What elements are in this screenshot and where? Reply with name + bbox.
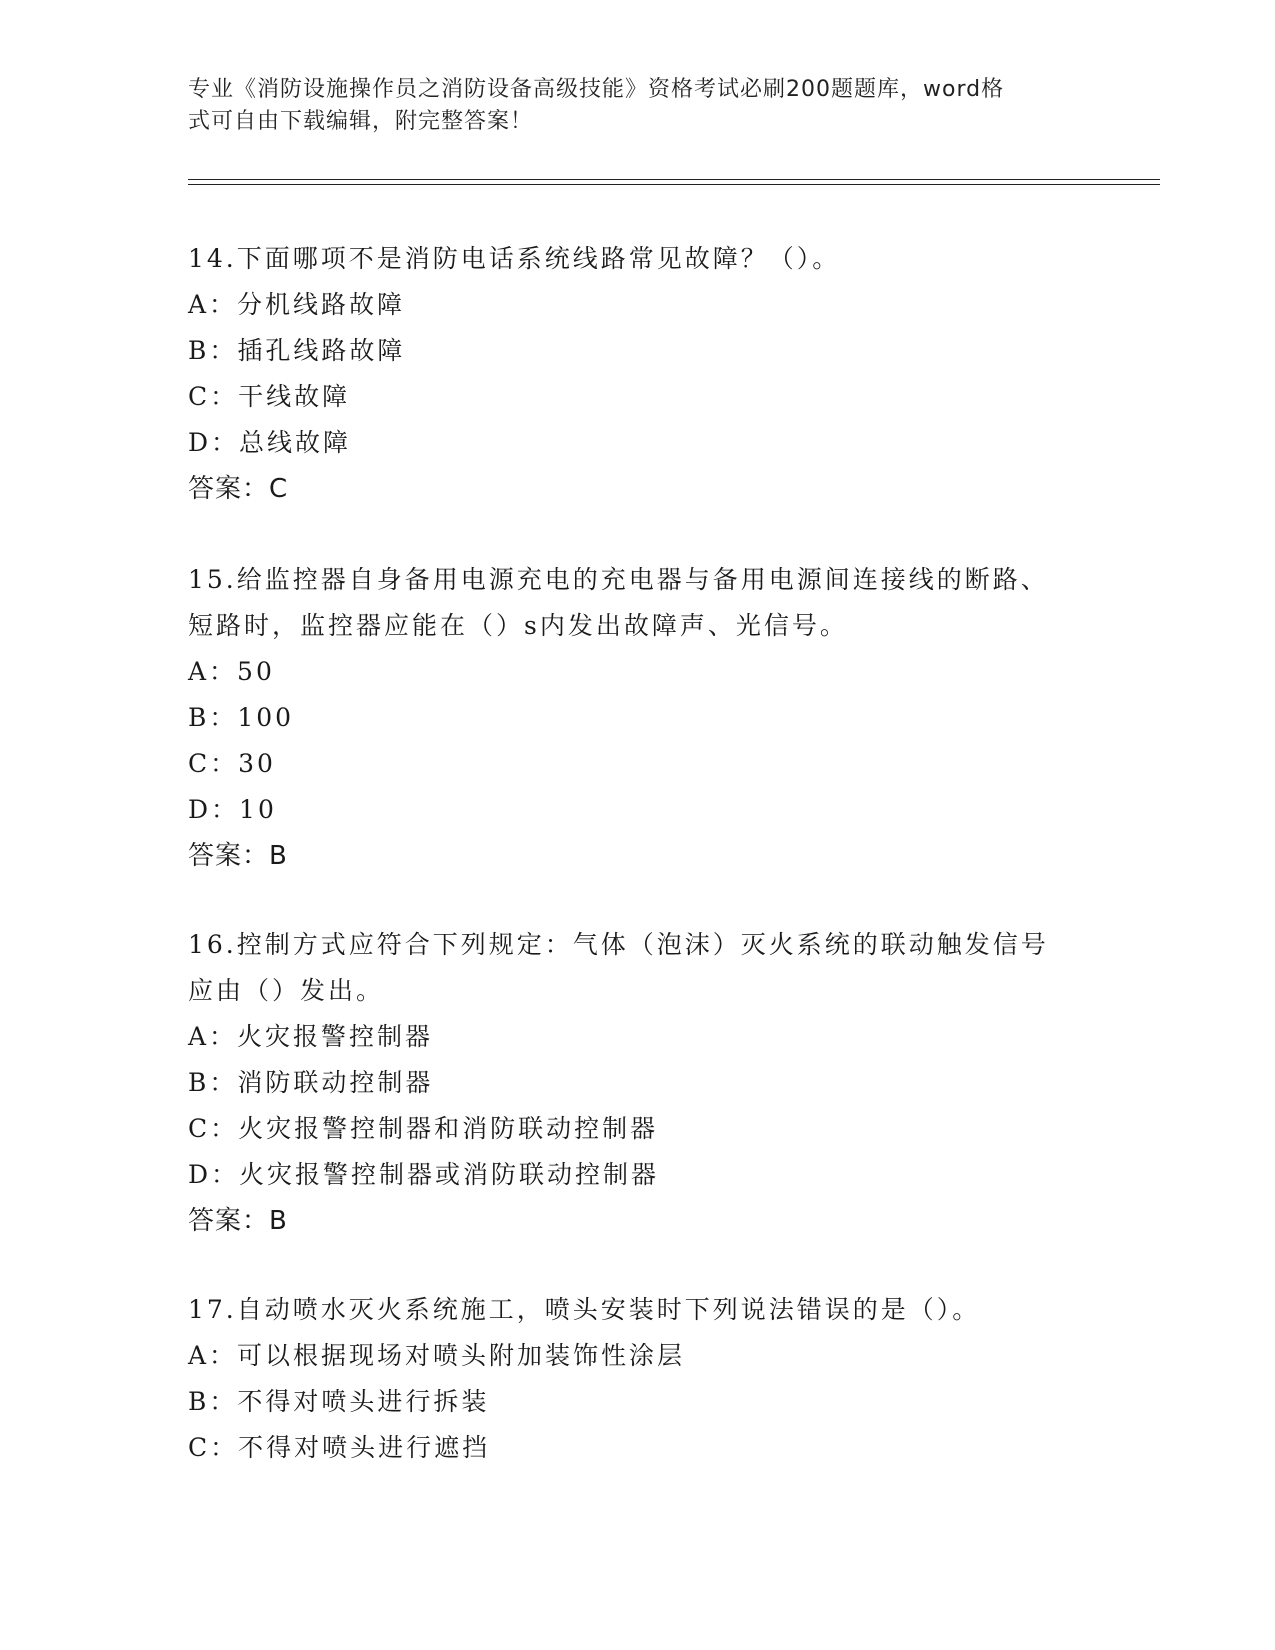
header-line-2: 式可自由下载编辑，附完整答案！ <box>188 109 534 134</box>
answer: 答案：C <box>188 474 289 504</box>
option-b: B：插孔线路故障 <box>188 336 406 365</box>
document-header <box>188 74 1088 138</box>
question-14 <box>188 236 1088 512</box>
option-a: A：50 <box>188 657 275 686</box>
option-b: B：不得对喷头进行拆装 <box>188 1387 490 1416</box>
option-d: D：10 <box>188 795 277 824</box>
option-d: D：总线故障 <box>188 428 352 457</box>
answer: 答案：B <box>188 841 288 871</box>
question-title-line-1: 15.给监控器自身备用电源充电的充电器与备用电源间连接线的断路、 <box>188 565 1049 594</box>
question-title-line-2: 短路时，监控器应能在（）s内发出故障声、光信号。 <box>188 611 848 640</box>
option-b: B：消防联动控制器 <box>188 1068 434 1097</box>
question-title: 17.自动喷水灭火系统施工，喷头安装时下列说法错误的是（）。 <box>188 1295 981 1324</box>
question-title: 14.下面哪项不是消防电话系统线路常见故障？（）。 <box>188 244 841 273</box>
answer: 答案：B <box>188 1206 288 1236</box>
header-divider-top <box>188 179 1160 180</box>
option-d: D：火灾报警控制器或消防联动控制器 <box>188 1160 660 1189</box>
header-line-1: 专业《消防设施操作员之消防设备高级技能》资格考试必刷200题题库，word格 <box>188 77 1005 102</box>
question-title-line-1: 16.控制方式应符合下列规定：气体（泡沫）灭火系统的联动触发信号 <box>188 930 1049 959</box>
question-17 <box>188 1287 1088 1471</box>
option-c: C：火灾报警控制器和消防联动控制器 <box>188 1114 659 1143</box>
option-a: A：火灾报警控制器 <box>188 1022 434 1051</box>
option-a: A：可以根据现场对喷头附加装饰性涂层 <box>188 1341 686 1370</box>
question-16 <box>188 922 1088 1244</box>
option-c: C：30 <box>188 749 276 778</box>
header-divider-bottom <box>188 184 1160 185</box>
option-a: A：分机线路故障 <box>188 290 406 319</box>
option-b: B：100 <box>188 703 295 732</box>
question-15 <box>188 557 1088 879</box>
question-title-line-2: 应由（）发出。 <box>188 976 385 1005</box>
option-c: C：不得对喷头进行遮挡 <box>188 1433 491 1462</box>
option-c: C：干线故障 <box>188 382 351 411</box>
